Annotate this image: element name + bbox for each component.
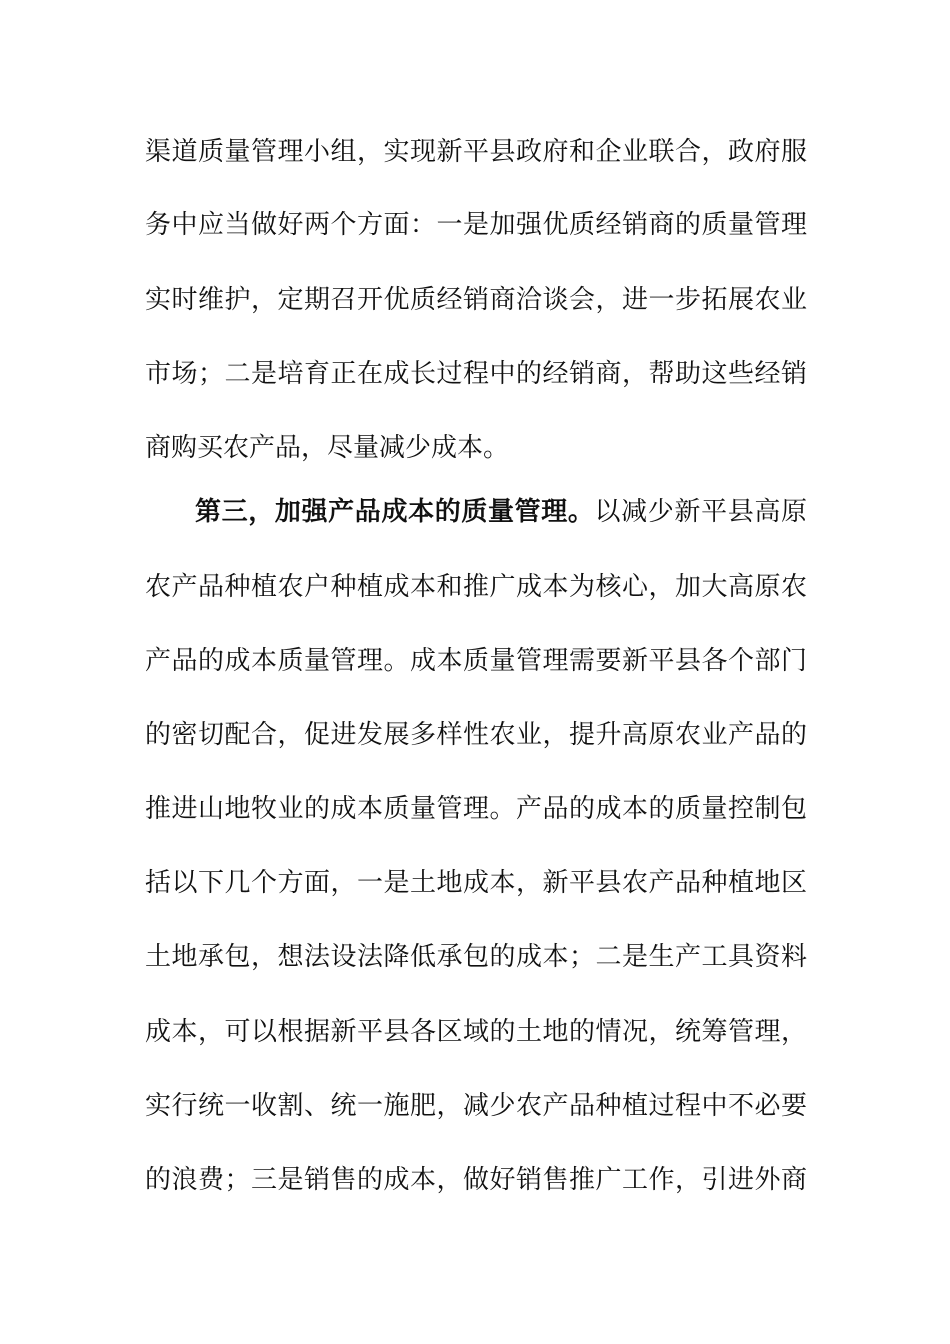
text-line: 的浪费；三是销售的成本，做好销售推广工作，引进外商 xyxy=(145,1165,807,1195)
text-line: 实时维护，定期召开优质经销商洽谈会，进一步拓展农业 xyxy=(145,285,807,315)
text-span: 以减少新平县高原 xyxy=(594,497,807,527)
paragraph-first-line xyxy=(195,492,807,532)
text-line: 市场；二是培育正在成长过程中的经销商，帮助这些经销 xyxy=(145,359,807,389)
text-line: 成本，可以根据新平县各区域的土地的情况，统筹管理， xyxy=(145,1017,807,1047)
text-line: 的密切配合，促进发展多样性农业，提升高原农业产品的 xyxy=(145,720,807,750)
text-line: 推进山地牧业的成本质量管理。产品的成本的质量控制包 xyxy=(145,794,807,824)
text-line: 渠道质量管理小组，实现新平县政府和企业联合，政府服 xyxy=(145,137,807,167)
text-line: 农产品种植农户种植成本和推广成本为核心，加大高原农 xyxy=(145,572,807,602)
text-line: 商购买农产品，尽量减少成本。 xyxy=(145,433,510,463)
text-line: 土地承包，想法设法降低承包的成本；二是生产工具资料 xyxy=(145,942,807,972)
text-line: 实行统一收割、统一施肥，减少农产品种植过程中不必要 xyxy=(145,1091,807,1121)
text-line: 括以下几个方面，一是土地成本，新平县农产品种植地区 xyxy=(145,868,807,898)
text-line: 务中应当做好两个方面：一是加强优质经销商的质量管理 xyxy=(145,210,807,240)
text-line: 产品的成本质量管理。成本质量管理需要新平县各个部门 xyxy=(145,646,807,676)
section-heading: 第三，加强产品成本的质量管理。 xyxy=(195,497,595,527)
